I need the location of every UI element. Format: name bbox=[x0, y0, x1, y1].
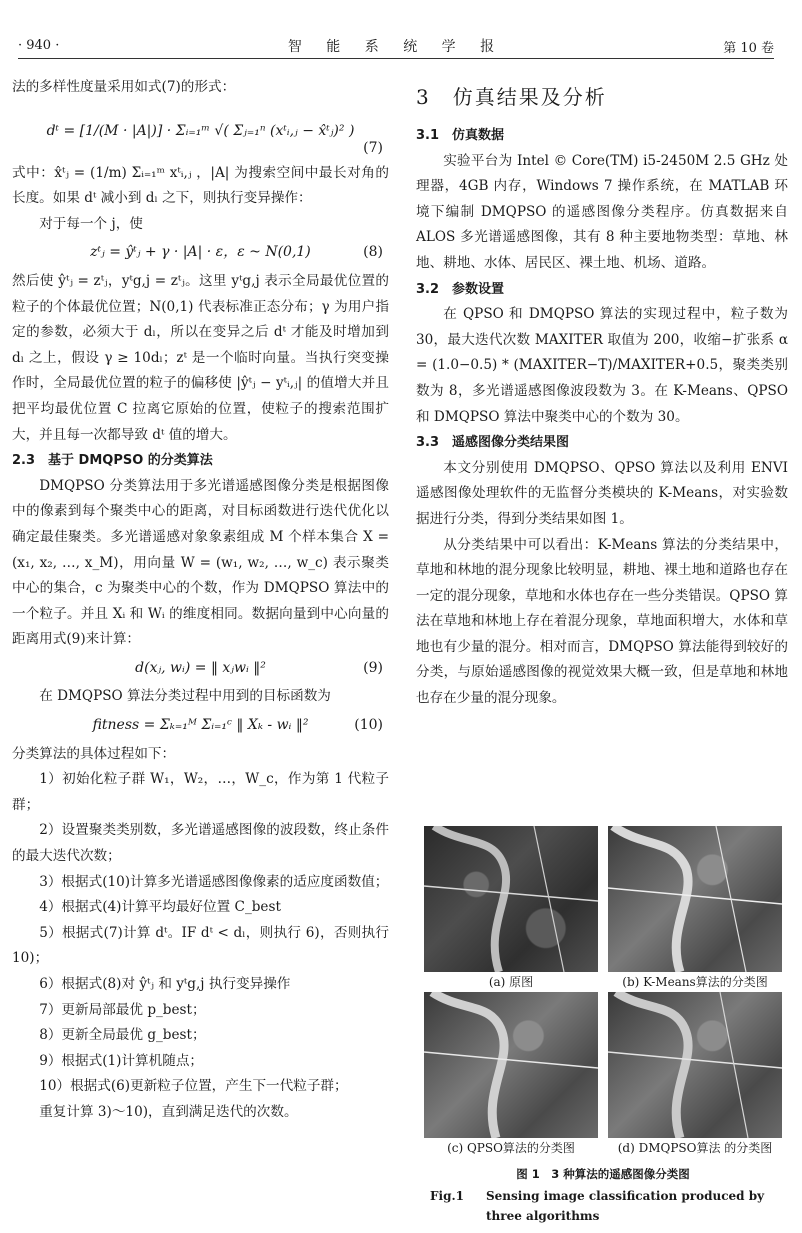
paragraph: 本文分别使用 DMQPSO、QPSO 算法以及利用 ENVI 遥感图像处理软件的无监督分类模块的 K-Means，对实验数据进行分类，得到分类结果如图 1。 bbox=[416, 459, 788, 527]
equation-number: (9) bbox=[363, 659, 383, 676]
section-heading: 2.3 基于 DMQPSO 的分类算法 bbox=[12, 453, 213, 469]
paragraph: 法的多样性度量采用如式(7)的形式： bbox=[12, 79, 236, 95]
subfigure-caption: (d) DMQPSO算法 的分类图 bbox=[617, 1141, 773, 1155]
volume-label: 第 10 卷 bbox=[723, 41, 774, 56]
paragraph: 对于每一个 j，使 bbox=[39, 215, 143, 232]
step-item: 1）初始化粒子群 W₁，W₂，…，W_c，作为第 1 代粒子群； bbox=[12, 771, 389, 813]
paragraph: 从分类结果中可以看出：K-Means 算法的分类结果中，草地和林地的混分现象比较明显，耕地、裸土地和道路也存在一定的混分现象，草地和水体也存在一些分类错误。QPSO 算法在草地和林地上存在着混分现象，草地面积增大，水体和草地也有少量的混分。相对而言，DMQPSO 算法能得到较好的分类，与原始遥感图像的视觉效果大概一致，但是草地和林地也存在少量的混分现象。 bbox=[416, 536, 788, 707]
subfigure-caption: (a) 原图 bbox=[488, 975, 534, 989]
paragraph: 然后使 ŷᵗⱼ = zᵗⱼ，yᵗg,j = zᵗⱼ。这里 yᵗg,j 表示全局最优位置的粒子的个体最优位置；N(0,1) 代表标准正态分布；γ 为用户指定的参数，必须大于 dₗ，所以在变异之后 dᵗ 才能及时增加到 dₗ 之上，假设 γ ≥ 10dₗ；zᵗ 是一个临时向量。当执行突变操作时，全局最优位置的粒子的偏移使 |ŷᵗⱼ − yᵗᵢ,ⱼ| 的值增大并且把平均最优位置 C 拉离它原始的位置，使粒子的搜索范围扩大，并且每一次都导致 dᵗ 值的增大。 bbox=[12, 272, 389, 443]
equation-body: fitness = Σₖ₌₁ᴹ Σᵢ₌₁ᶜ ‖ Xₖ - wᵢ ‖² bbox=[92, 717, 309, 734]
figure-1 bbox=[424, 826, 782, 1226]
step-item: 6）根据式(8)对 ŷᵗⱼ 和 yᵗg,j 执行变异操作 bbox=[39, 976, 291, 992]
equation-number: (10) bbox=[354, 717, 383, 734]
paragraph: 式中：x̂ᵗⱼ = (1/m) Σᵢ₌₁ᵐ xᵗᵢ,ⱼ ，|A| 为搜索空间中最长对角的长度。如果 dᵗ 减小到 dₗ 之下，则执行变异操作： bbox=[12, 164, 389, 207]
paragraph: DMQPSO 分类算法用于多光谱遥感图像分类是根据图像中的像素到每个聚类中心的距离，对目标函数进行迭代优化以确定最佳聚类。多光谱遥感对象象素组成 M 个样本集合 X = (x₁, x₂, …, x_M)，用向量 W = (w₁, w₂, …, w_c) 表示聚类中心的集合，c 为聚类中心的个数，作为 DMQPSO 算法中的一个粒子。并且 Xᵢ 和 Wᵢ 的维度相同。数据向量到中心向量的距离用式(9)来计算： bbox=[12, 477, 389, 648]
equation-body: zᵗⱼ = ŷᵗⱼ + γ · |A| · ε，ε ~ N(0,1) bbox=[90, 244, 311, 261]
equation-10 bbox=[12, 713, 389, 739]
journal-title: 智 能 系 统 学 报 bbox=[287, 39, 505, 55]
right-column bbox=[416, 75, 788, 712]
equation-number: (8) bbox=[363, 244, 383, 261]
step-item: 7）更新局部最优 p_best； bbox=[39, 1001, 206, 1018]
page-header bbox=[18, 34, 774, 59]
left-column bbox=[12, 75, 389, 1126]
subsection-heading: 3.3 遥感图像分类结果图 bbox=[416, 435, 570, 451]
section-heading: 3 仿真结果及分析 bbox=[416, 85, 607, 109]
subsection-heading: 3.2 参数设置 bbox=[416, 281, 505, 297]
satellite-image-dmqpso bbox=[608, 992, 782, 1138]
paragraph: 在 QPSO 和 DMQPSO 算法的实现过程中，粒子数为 30，最大迭代次数 MAXITER 取值为 200，收缩−扩张系 α = (1.0−0.5) * (MAXITER−T)/MAXITER+0.5，聚类类别数为 8，多光谱遥感图像波段数为 3。在 K-Means、QPSO 和 DMQPSO 算法中聚类中心的个数为 30。 bbox=[416, 306, 788, 425]
step-item: 9）根据式(1)计算机随点； bbox=[39, 1052, 204, 1069]
figure-caption-text: Sensing image classification produced by three algorithms bbox=[486, 1189, 765, 1223]
figure-caption-cn: 图 1 3 种算法的遥感图像分类图 bbox=[516, 1167, 690, 1181]
satellite-image-qpso bbox=[424, 992, 598, 1138]
equation-number: (7) bbox=[363, 139, 383, 156]
step-item: 10）根据式(6)更新粒子位置，产生下一代粒子群； bbox=[39, 1078, 348, 1095]
figure-caption-en bbox=[424, 1186, 782, 1226]
figure-label: Fig.1 bbox=[430, 1189, 464, 1203]
step-item: 2）设置聚类类别数，多光谱遥感图像的波段数，终止条件的最大迭代次数； bbox=[12, 822, 389, 865]
step-item: 重复计算 3)～10)，直到满足迭代的次数。 bbox=[39, 1103, 298, 1120]
equation-7 bbox=[12, 104, 389, 158]
equation-9 bbox=[12, 656, 389, 682]
subfigure-caption: (c) QPSO算法的分类图 bbox=[447, 1141, 575, 1155]
equation-body: dᵗ = [1/(M · |A|)] · Σᵢ₌₁ᵐ √( Σⱼ₌₁ⁿ (xᵗᵢ,ⱼ − x̂ᵗⱼ)² ) bbox=[46, 122, 355, 139]
page-number: · 940 · bbox=[18, 38, 60, 53]
step-item: 8）更新全局最优 g_best； bbox=[39, 1027, 206, 1044]
subfigure-caption: (b) K-Means算法的分类图 bbox=[622, 975, 768, 989]
satellite-image-kmeans bbox=[608, 826, 782, 972]
paragraph: 实验平台为 Intel © Core(TM) i5-2450M 2.5 GHz 处理器，4GB 内存，Windows 7 操作系统，在 MATLAB 环境下编制 DMQPSO 的遥感图像分类程序。仿真数据来自 ALOS 多光谱遥感图像，其有 8 种主要地物类型：草地、林地、耕地、水体、居民区、裸土地、机场、道路。 bbox=[416, 152, 788, 271]
paragraph: 在 DMQPSO 算法分类过程中用到的目标函数为 bbox=[39, 688, 331, 705]
step-item: 4）根据式(4)计算平均最好位置 C_best bbox=[39, 899, 281, 916]
equation-body: d(xⱼ, wᵢ) = ‖ xⱼwᵢ ‖² bbox=[135, 659, 266, 676]
step-item: 5）根据式(7)计算 dᵗ。IF dᵗ < dₗ，则执行 6)，否则执行 10)； bbox=[12, 924, 389, 967]
subsection-heading: 3.1 仿真数据 bbox=[416, 128, 505, 143]
paragraph: 分类算法的具体过程如下： bbox=[12, 745, 176, 762]
equation-8 bbox=[12, 240, 389, 266]
satellite-image-original bbox=[424, 826, 598, 972]
step-item: 3）根据式(10)计算多光谱遥感图像像素的适应度函数值； bbox=[39, 873, 389, 890]
